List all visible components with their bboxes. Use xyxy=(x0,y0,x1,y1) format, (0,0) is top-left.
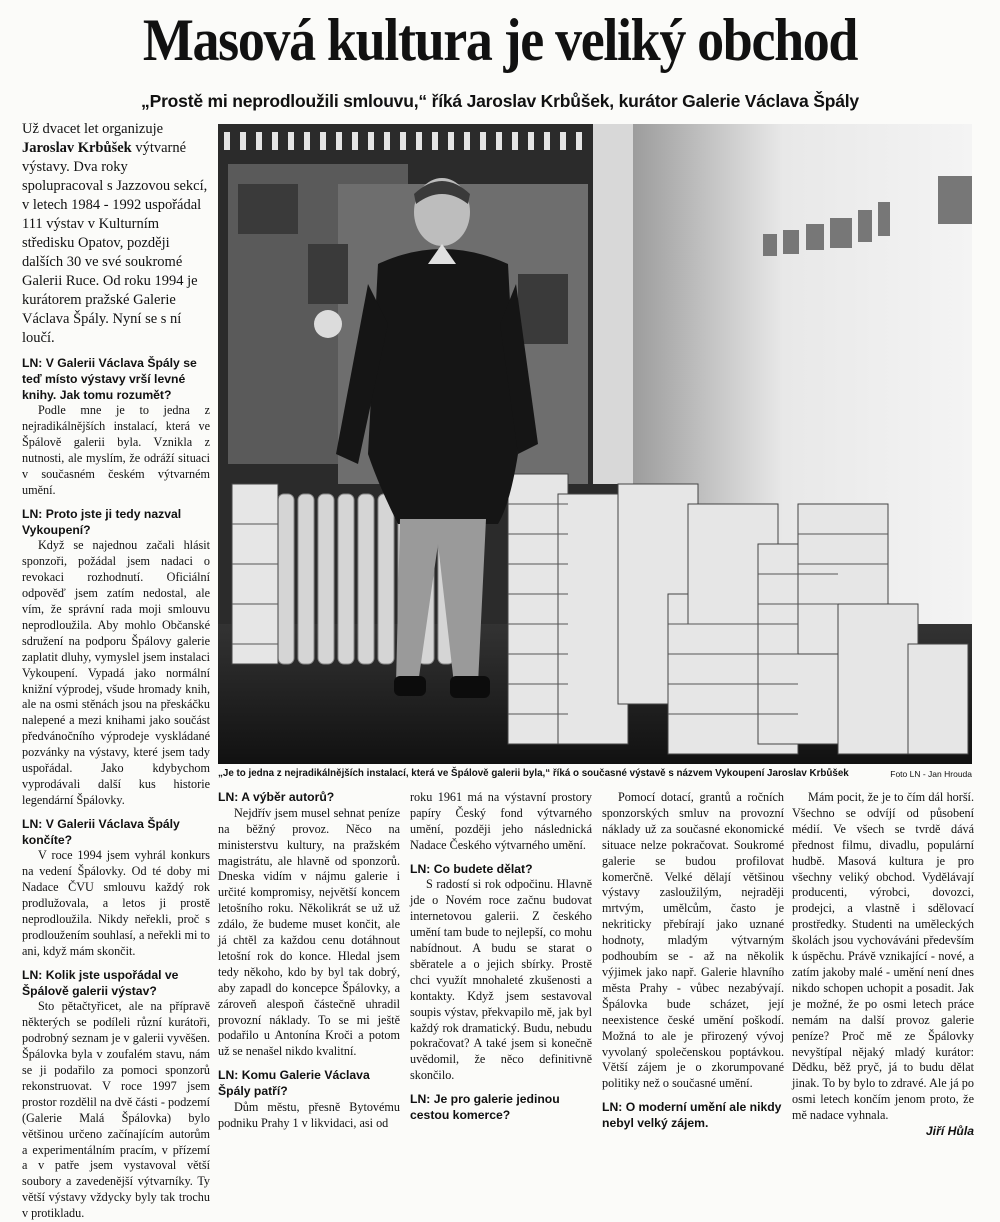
photo-illustration xyxy=(218,124,972,764)
intro-paragraph: Už dvacet let organizuje Jaroslav Krbůšek výtvarné výstavy. Dva roky spolupracoval s Jazzovou sekcí, v letech 1984 - 1992 uspořádal 111 výstav v Kulturním středisku Opatov, později dalších 30 ve své soukromé Galerii Ruce. Od roku 1994 je kurátorem pražské Galerie Václava Špály. Nyní se s ní loučí. xyxy=(22,121,208,346)
column-1 xyxy=(22,120,210,1221)
intro-name: Jaroslav Krbůšek xyxy=(22,140,132,156)
column-5 xyxy=(792,790,974,1139)
answer: Nejdřív jsem musel sehnat peníze na běžný provoz. Něco na ministerstvu kultury, na pražském magistrátu, ale hlavně od sponzorů. Dneska vidím v nájmu galerie i určité kompromisy, největší koncem letošního roku. Několikrát se už už zdálo, že budeme muset končit, ale já chtěl za každou cenu dotáhnout letošní rok do konce. Hledal jsem tedy někoho, kdo by byl tak dobrý, aby zapadl do koncepce Špálovky, a zároveň alespoň částečně uhradil provozní náklady. To se mi ještě podařilo u Antonína Kroči a potom už se nenašel nikdo kvalitní. xyxy=(218,805,400,1059)
answer: Podle mne je to jedna z nejradikálnějších instalací, která ve Špálově galerii byla. Vznikla z nutnosti, ale myslím, že odráží situaci v současném českém výtvarném umění. xyxy=(22,403,210,497)
headline: Masová kultura je veliký obchod xyxy=(142,7,858,73)
answer: Mám pocit, že je to čím dál horší. Všechno se odvíjí od působení médií. Ve všech se tvrdě dává přednost filmu, divadlu, populární hudbě. Masová kultura je pro všechny veliký obchod. Vydělávají producenti, výrobci, dovozci, prodejci, a vlastně i sdělovací prostředky. Studenti na uměleckých školách jsou vychováváni především k úspěchu. Právě vznikající - nové, a zatím jakoby malé - umění není dnes nikdo schopen uchopit a posadit. Jak je možné, že po osmi letech práce nemám na další provoz galerie peníze? Proč mě ze Špálovky nevyštípal nějaký mladý kurátor: Dědku, běž pryč, já to budu dělat jinak. To by bylo to zdravé. Ale já po osmi letech končím jenom proto, že mě nadace vyhnala. xyxy=(792,790,974,1123)
answer: Pomocí dotací, grantů a ročních sponzorských smluv na provozní náklady už za současné ekonomické situace nelze pokračovat. Soukromé galerie se budou profilovat komerčně. Velké dělají většinou výstavy zasloužilým, nejraději mrtvým, umělcům, často je nekriticky přebírají jako uznané hodnoty, mladým výtvarným podhoubím se - až na několik výjimek jako např. Galerie hlavního města Prahy - vůbec nezabývají. Špálovka bude scházet, její neexistence české umění poškodí. Možná to ale je přirozený vývoj vyvolaný společenskou poptávkou. Větší zájem je o zkorumpované politiky než o současné umění. xyxy=(602,790,784,1091)
subheadline: „Prostě mi neprodloužili smlouvu,“ říká Jaroslav Krbůšek, kurátor Galerie Václava Špály xyxy=(141,91,859,111)
column-3 xyxy=(410,790,592,1122)
question: LN: V Galerii Václava Špály končíte? xyxy=(22,816,180,847)
photo-credit: Foto LN - Jan Hrouda xyxy=(890,769,972,779)
answer: V roce 1994 jsem vyhrál konkurs na vedení Špálovky. Od té doby mi Nadace ČVU smlouvu každý rok prodlužovala, a letos ji prostě neprodloužila. Nikdy neřekli, proč s prodloužením souhlasí, a neřekli mi to ani, když mám skončit. xyxy=(22,848,210,958)
question: LN: V Galerii Václava Špály se teď místo výstavy vrší levné knihy. Jak tomu rozumět? xyxy=(22,356,197,402)
photo-caption xyxy=(218,766,972,782)
answer: Dům městu, přesně Bytovému podniku Prahy 1 v likvidaci, asi od xyxy=(218,1099,400,1130)
answer: S radostí si rok odpočinu. Hlavně jde o Novém roce začnu budovat internetovou galerii. Z českého umění tam bude to nejlepší, co mohu nabídnout. A budu se starat o sběratele a o jejich sbírky. Prostě chci využít mnohaleté zkušenosti a kontakty. Když jsem sestavoval soupis výstav, překvapilo mě, jak byl každý rok dramatický. Budu, nebudu pokračovat? A také jsem si konečně uvědomil, že něco definitivně skončilo. xyxy=(410,877,592,1083)
column-4 xyxy=(602,790,784,1131)
question: LN: A výběr autorů? xyxy=(218,790,335,804)
column-2 xyxy=(218,790,400,1130)
question: LN: Proto jste ji tedy nazval Vykoupení? xyxy=(22,506,182,537)
answer: Sto pětačtyřicet, ale na přípravě některých se podíleli různí kurátoři, podrobný seznam je v galerii vyvěšen. Špálovka byla v zoufalém stavu, nám se ji podařilo za pomoci sponzorů rekonstruovat. V roce 1997 jsem prostor rozdělil na dvě části - podzemí (Galerie Malá Špálovka) bylo většinou určeno začínajícím autorům a experimentálním pracím, v přízemí a v patře jsem vystavoval větší soubory a zavedenější výtvarníky. Ty větší výstavy vždycky byly tak trochu v protikladu. xyxy=(22,999,210,1221)
answer: Když se najednou začali hlásit sponzoři, požádal jsem nadaci o revokaci rozhodnutí. Oficiální odpověď jsem zatím nedostal, ale vím, že správní rada moji smlouvu neprodloužila. Aby mohlo Občanské sdružení na podporu Špálovy galerie zaplatit dluhy, vymyslel jsem instalaci Vykoupení. Vypadá jako normální knižní výprodej, všude hromady knih, ale na osmi stěnách jsou na přeskáčku nalepené a mezi knihami jako součást předvánočního výprodeje vyskládané pozvánky na výstavy, které jsem tady uspořádal. Jako kdybychom vyprodávali další kus historie legendární Špálovky. xyxy=(22,538,210,807)
question: LN: Je pro galerie jedinou cestou komerce? xyxy=(410,1092,560,1122)
author-signature: Jiří Hůla xyxy=(925,1124,974,1139)
question: LN: Kolik jste uspořádal ve Špálově galerii výstav? xyxy=(22,967,179,998)
question: LN: Co budete dělat? xyxy=(410,861,533,876)
article-photo xyxy=(218,124,972,764)
answer: roku 1961 má na výstavní prostory papíry Český fond výtvarného umění, později jeho následnická Nadace Českého výtvarného umění. xyxy=(410,790,592,852)
question: LN: O moderní umění ale nikdy nebyl velký zájem. xyxy=(602,1100,782,1131)
caption-text: „Je to jedna z nejradikálnějších instalací, která ve Špálově galerii byla,“ říká o současné výstavě s názvem Vykoupení Jaroslav Krbůšek xyxy=(218,768,849,779)
question: LN: Komu Galerie Václava Špály patří? xyxy=(218,1068,370,1099)
